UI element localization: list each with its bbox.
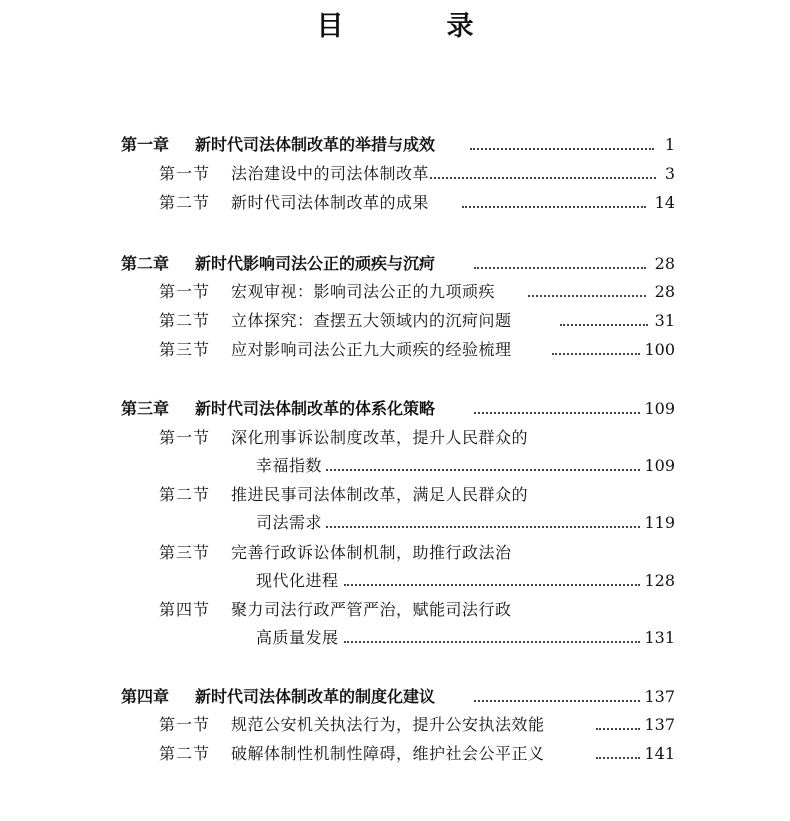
toc-section-3-2[interactable] bbox=[0, 483, 790, 507]
toc-section-1-1[interactable] bbox=[0, 162, 790, 186]
dot-leader bbox=[474, 267, 646, 269]
page-number: 137 bbox=[644, 687, 675, 706]
chapter-label: 第四章 bbox=[121, 687, 170, 706]
section-title-line1: 推进民事司法体制改革，满足人民群众的 bbox=[231, 485, 529, 504]
section-label: 第二节 bbox=[159, 193, 211, 212]
section-title: 立体探究：查摆五大领域内的沉疴问题 bbox=[231, 311, 512, 330]
dot-leader bbox=[596, 728, 640, 730]
section-title: 法治建设中的司法体制改革 bbox=[231, 164, 430, 183]
dot-leader bbox=[528, 295, 646, 297]
section-title: 宏观审视：影响司法公正的九项顽疾 bbox=[231, 282, 496, 301]
section-title-line2: 司法需求 bbox=[256, 513, 323, 532]
page-number: 109 bbox=[644, 456, 675, 475]
dot-leader bbox=[462, 206, 646, 208]
page-number: 28 bbox=[654, 254, 675, 273]
toc-chapter-4[interactable] bbox=[0, 685, 790, 709]
chapter-title: 新时代司法体制改革的制度化建议 bbox=[195, 687, 436, 706]
page-number: 128 bbox=[644, 571, 675, 590]
toc-section-1-2[interactable] bbox=[0, 191, 790, 215]
toc-section-3-4[interactable] bbox=[0, 598, 790, 622]
section-label: 第二节 bbox=[159, 311, 211, 330]
section-title-line1: 聚力司法行政严管严治，赋能司法行政 bbox=[231, 600, 512, 619]
section-title: 规范公安机关执法行为，提升公安执法效能 bbox=[231, 715, 545, 734]
dot-leader bbox=[430, 177, 656, 179]
section-title: 应对影响司法公正九大顽疾的经验梳理 bbox=[231, 340, 512, 359]
toc-title: 目 录 bbox=[316, 11, 512, 42]
toc-section-4-1[interactable] bbox=[0, 713, 790, 737]
toc-section-3-2-cont[interactable] bbox=[0, 511, 790, 535]
section-title: 破解体制性机制性障碍，维护社会公平正义 bbox=[231, 744, 545, 763]
section-title-line2: 现代化进程 bbox=[256, 571, 339, 590]
page-number: 31 bbox=[654, 311, 675, 330]
toc-section-3-4-cont[interactable] bbox=[0, 626, 790, 650]
dot-leader bbox=[474, 700, 640, 702]
chapter-title: 新时代司法体制改革的体系化策略 bbox=[195, 399, 436, 418]
dot-leader bbox=[474, 412, 640, 414]
section-title: 新时代司法体制改革的成果 bbox=[231, 193, 430, 212]
page-number: 109 bbox=[644, 399, 675, 418]
page-number: 119 bbox=[644, 513, 675, 532]
dot-leader bbox=[596, 757, 640, 759]
toc-chapter-3[interactable] bbox=[0, 397, 790, 421]
page-number: 1 bbox=[664, 135, 675, 154]
page-number: 131 bbox=[644, 628, 675, 647]
toc-section-2-2[interactable] bbox=[0, 309, 790, 333]
dot-leader bbox=[344, 641, 640, 643]
section-title-line2: 高质量发展 bbox=[256, 628, 339, 647]
page-number: 3 bbox=[664, 164, 675, 183]
chapter-title: 新时代司法体制改革的举措与成效 bbox=[195, 135, 436, 154]
toc-section-3-1-cont[interactable] bbox=[0, 454, 790, 478]
chapter-label: 第二章 bbox=[121, 254, 170, 273]
section-title-line2: 幸福指数 bbox=[256, 456, 323, 475]
section-label: 第一节 bbox=[159, 428, 211, 447]
dot-leader bbox=[344, 584, 640, 586]
section-label: 第一节 bbox=[159, 715, 211, 734]
chapter-label: 第一章 bbox=[121, 135, 170, 154]
section-label: 第二节 bbox=[159, 485, 211, 504]
toc-chapter-1[interactable] bbox=[0, 133, 790, 157]
toc-section-2-1[interactable] bbox=[0, 280, 790, 304]
section-label: 第一节 bbox=[159, 282, 211, 301]
dot-leader bbox=[326, 526, 640, 528]
page-number: 141 bbox=[644, 744, 675, 763]
toc-chapter-2[interactable] bbox=[0, 252, 790, 276]
section-title-line1: 深化刑事诉讼制度改革，提升人民群众的 bbox=[231, 428, 529, 447]
dot-leader bbox=[552, 353, 640, 355]
page-number: 28 bbox=[654, 282, 675, 301]
toc-section-2-3[interactable] bbox=[0, 338, 790, 362]
section-label: 第四节 bbox=[159, 600, 211, 619]
toc-section-4-2[interactable] bbox=[0, 742, 790, 766]
toc-section-3-3[interactable] bbox=[0, 541, 790, 565]
toc-section-3-3-cont[interactable] bbox=[0, 569, 790, 593]
section-label: 第二节 bbox=[159, 744, 211, 763]
section-label: 第一节 bbox=[159, 164, 211, 183]
page-number: 14 bbox=[654, 193, 675, 212]
chapter-title: 新时代影响司法公正的顽疾与沉疴 bbox=[195, 254, 436, 273]
chapter-label: 第三章 bbox=[121, 399, 170, 418]
dot-leader bbox=[326, 469, 640, 471]
section-label: 第三节 bbox=[159, 340, 211, 359]
dot-leader bbox=[470, 148, 654, 150]
page-number: 100 bbox=[644, 340, 675, 359]
toc-section-3-1[interactable] bbox=[0, 426, 790, 450]
section-label: 第三节 bbox=[159, 543, 211, 562]
section-title-line1: 完善行政诉讼体制机制，助推行政法治 bbox=[231, 543, 512, 562]
dot-leader bbox=[560, 324, 648, 326]
page-number: 137 bbox=[644, 715, 675, 734]
